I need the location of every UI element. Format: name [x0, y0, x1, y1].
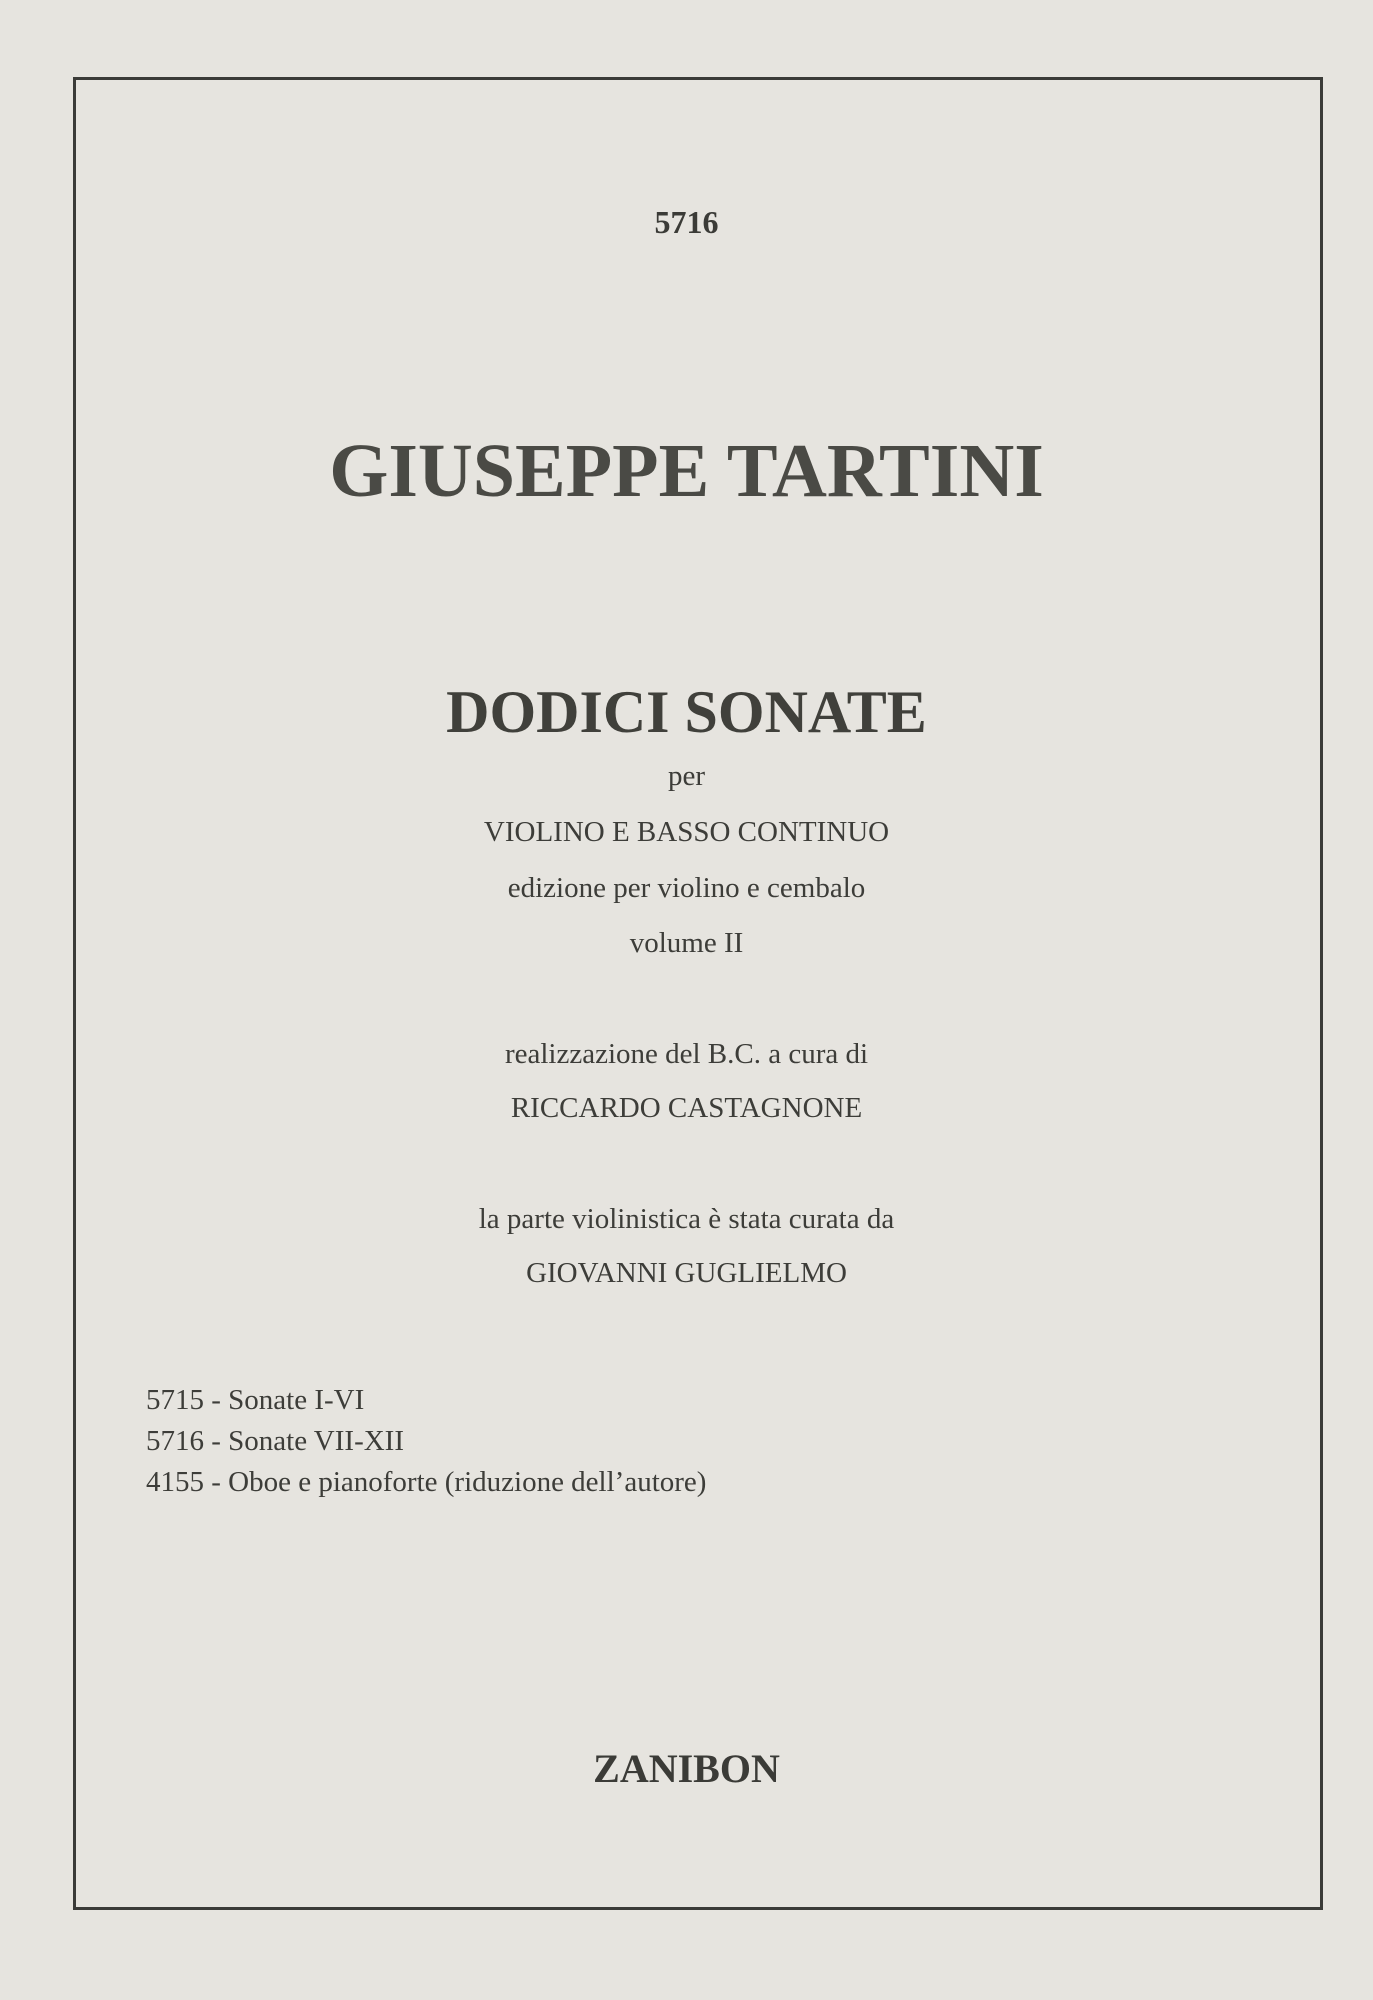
list-item: 5715 - Sonate I-VI	[146, 1384, 365, 1416]
violin-part-label: la parte violinistica è stata curata da	[478, 1203, 895, 1235]
related-editions-list	[146, 1380, 706, 1503]
instrumentation: VIOLINO E BASSO CONTINUO	[483, 816, 890, 848]
volume-number: volume II	[629, 927, 744, 959]
list-item: 4155 - Oboe e pianoforte (riduzione dell’autore)	[146, 1466, 707, 1498]
page-border-frame	[73, 77, 1323, 1910]
realization-label: realizzazione del B.C. a cura di	[504, 1038, 869, 1070]
violin-part-editor: GIOVANNI GUGLIELMO	[526, 1257, 847, 1289]
per-text: per	[667, 760, 706, 792]
work-title: DODICI SONATE	[446, 679, 927, 745]
realization-editor: RICCARDO CASTAGNONE	[510, 1092, 863, 1124]
publisher-name: ZANIBON	[593, 1746, 780, 1791]
catalog-number: 5716	[654, 204, 719, 240]
composer-name: GIUSEPPE TARTINI	[329, 429, 1044, 513]
edition-description: edizione per violino e cembalo	[507, 872, 866, 904]
list-item: 5716 - Sonate VII-XII	[146, 1425, 404, 1457]
